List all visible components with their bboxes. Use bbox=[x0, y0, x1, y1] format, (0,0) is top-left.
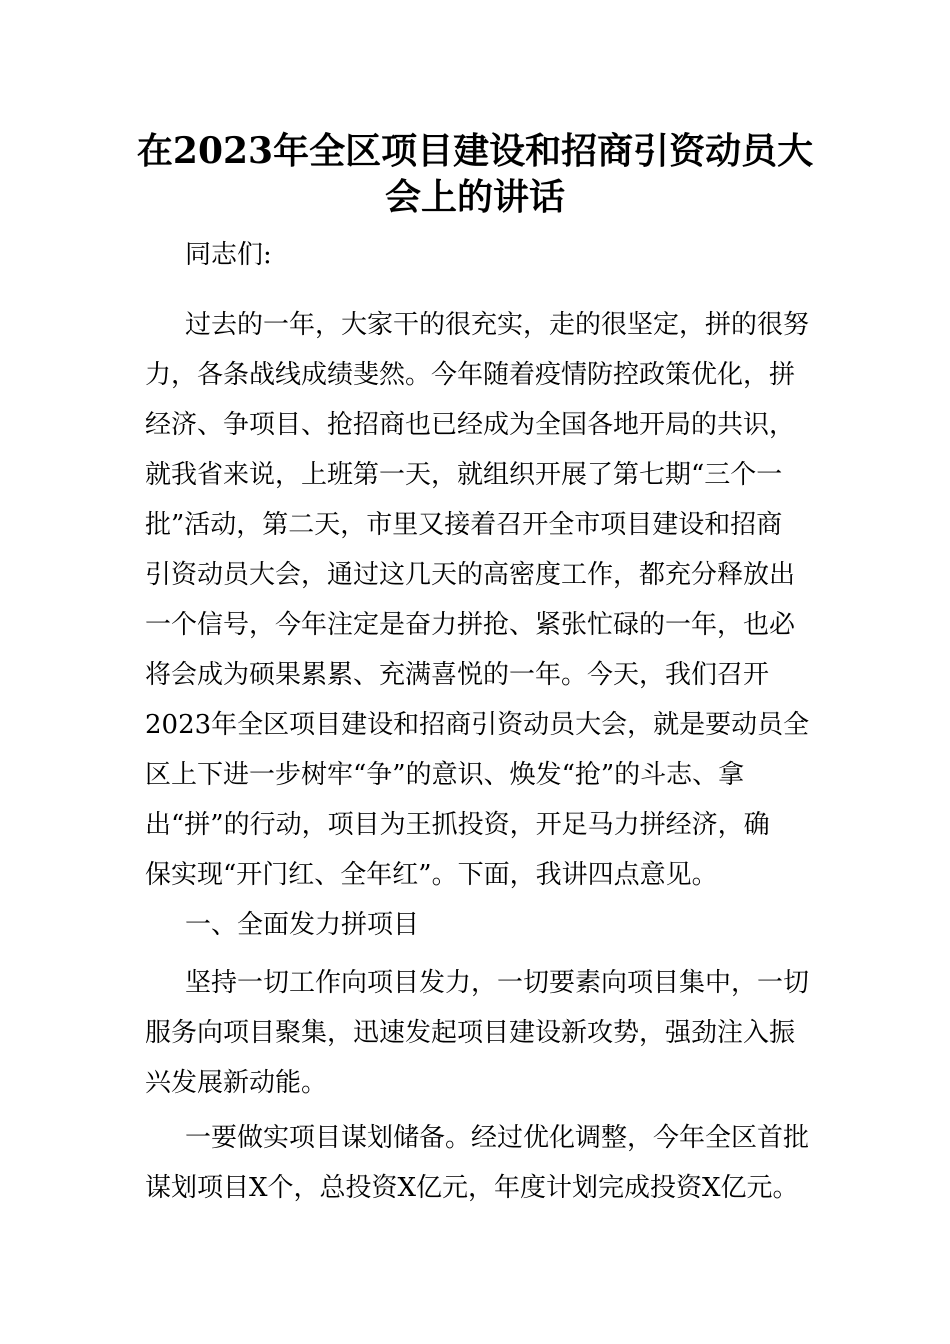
section-heading: 一、全面发力拼项目 bbox=[185, 910, 420, 940]
paragraph-line: 出“拼”的行动，项目为王抓投资，开足马力拼经济，确 bbox=[145, 810, 770, 840]
paragraph-line: 引资动员大会，通过这几天的高密度工作，都充分释放出 bbox=[145, 560, 796, 590]
paragraph-line: 经济、争项目、抢招商也已经成为全国各地开局的共识， bbox=[145, 410, 796, 440]
paragraph-line: 区上下进一步树牢“争”的意识、焕发“抢”的斗志、拿 bbox=[145, 760, 745, 790]
paragraph-line: 批”活动，第二天，市里又接着召开全市项目建设和招商 bbox=[145, 510, 783, 540]
paragraph-line: 一要做实项目谋划储备。经过优化调整，今年全区首批 bbox=[185, 1123, 810, 1153]
paragraph-line: 坚持一切工作向项目发力，一切要素向项目集中，一切 bbox=[185, 968, 810, 998]
paragraph-line: 就我省来说，上班第一天，就组织开展了第七期“三个一 bbox=[145, 460, 783, 490]
paragraph-line: 一个信号，今年注定是奋力拼抢、紧张忙碌的一年，也必 bbox=[145, 610, 796, 640]
paragraph-line: 力，各条战线成绩斐然。今年随着疫情防控政策优化，拼 bbox=[145, 360, 796, 390]
salutation: 同志们: bbox=[185, 240, 272, 270]
paragraph-line: 过去的一年，大家干的很充实，走的很坚定，拼的很努 bbox=[185, 310, 810, 340]
paragraph-line: 谋划项目X个，总投资X亿元，年度计划完成投资X亿元。 bbox=[145, 1173, 799, 1203]
paragraph-line: 2023年全区项目建设和招商引资动员大会，就是要动员全 bbox=[145, 710, 810, 740]
document-title-line-2: 会上的讲话 bbox=[384, 176, 565, 218]
paragraph-line: 保实现“开门红、全年红”。下面，我讲四点意见。 bbox=[145, 860, 718, 890]
paragraph-line: 将会成为硕果累累、充满喜悦的一年。今天，我们召开 bbox=[145, 660, 770, 690]
document-title-line-1: 在2023年全区项目建设和招商引资动员大 bbox=[136, 130, 814, 172]
paragraph-line: 服务向项目聚集，迅速发起项目建设新攻势，强劲注入振 bbox=[145, 1018, 796, 1048]
paragraph-line: 兴发展新动能。 bbox=[145, 1068, 328, 1098]
